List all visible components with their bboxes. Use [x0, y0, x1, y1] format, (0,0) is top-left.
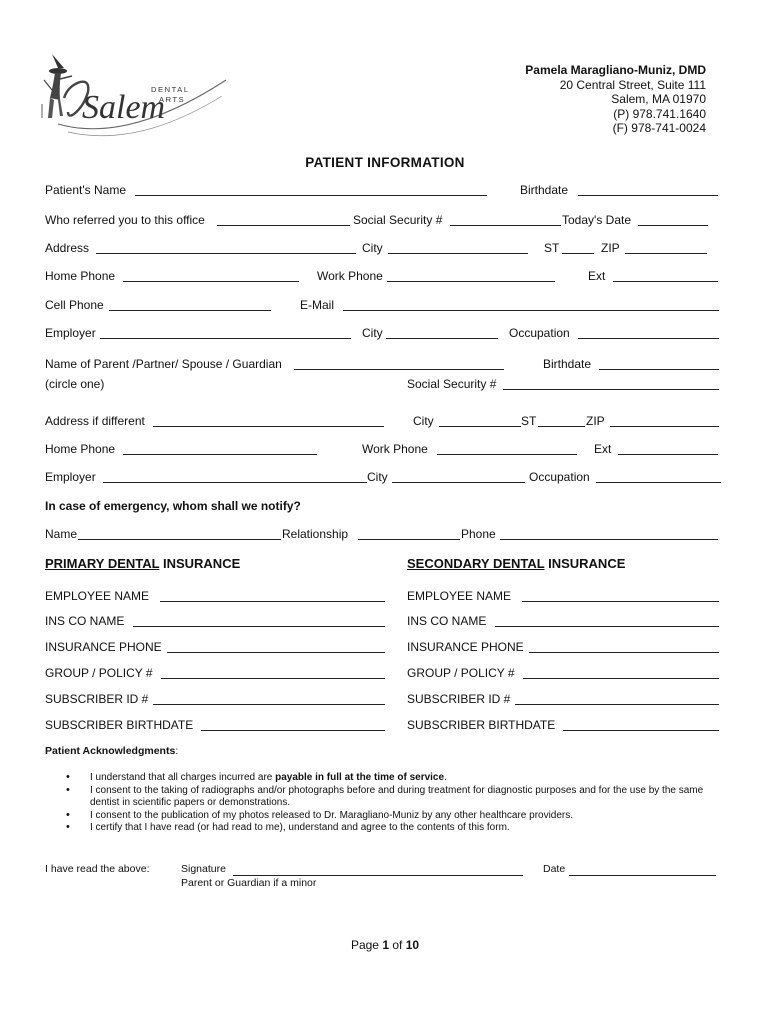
employer-field[interactable] — [100, 338, 351, 339]
logo-wordmark: Salem — [82, 89, 166, 126]
primary-ins-co-label: INS CO NAME — [45, 614, 125, 628]
primary-subscriber-birthdate-field[interactable] — [201, 730, 385, 731]
ack-item1-post: . — [444, 772, 447, 783]
secondary-group-policy-row — [407, 666, 722, 682]
guardian-work-phone-label: Work Phone — [362, 442, 428, 456]
ack-item2: I consent to the taking of radiographs and/or photographs before and during treatment for diagnostic purposes and for the use by the same dentist in scientific papers or demonstrations. — [90, 784, 704, 809]
signature-label: Signature — [181, 863, 226, 875]
row-guardian-employer — [45, 470, 725, 486]
guardian-ext-label: Ext — [594, 442, 612, 456]
secondary-employee-name-field[interactable] — [522, 601, 719, 602]
acknowledgment-item — [66, 772, 728, 785]
logo-tag-dental: DENTAL — [151, 85, 190, 94]
cell-phone-label: Cell Phone — [45, 298, 104, 312]
primary-ins-phone-label: INSURANCE PHONE — [45, 640, 162, 654]
primary-group-policy-label: GROUP / POLICY # — [45, 666, 153, 680]
primary-subscriber-id-row — [45, 692, 390, 708]
guardian-address-label: Address if different — [45, 414, 145, 428]
secondary-ins-phone-field[interactable] — [529, 652, 719, 653]
acknowledgment-item — [66, 810, 728, 823]
referred-field[interactable] — [217, 225, 350, 226]
secondary-subscriber-birthdate-label: SUBSCRIBER BIRTHDATE — [407, 718, 556, 732]
relationship-field[interactable] — [358, 539, 460, 540]
ack-item4: I certify that I have read (or had read to me), understand and agree to the contents of this form. — [90, 822, 510, 834]
secondary-ins-co-field[interactable] — [495, 626, 719, 627]
practice-contact-block — [525, 63, 706, 136]
employer-label: Employer — [45, 326, 96, 340]
row-employer — [45, 326, 725, 342]
guardian-home-phone-label: Home Phone — [45, 442, 116, 456]
primary-ins-phone-field[interactable] — [167, 652, 385, 653]
of-word: of — [392, 938, 403, 952]
work-phone-label: Work Phone — [317, 269, 383, 283]
employer-city-label: City — [362, 326, 383, 340]
st-label: ST — [544, 241, 560, 255]
guardian-work-phone-field[interactable] — [437, 454, 577, 455]
guardian-name-label: Name of Parent /Partner/ Spouse / Guardian — [45, 357, 282, 371]
secondary-subscriber-birthdate-field[interactable] — [563, 730, 719, 731]
salem-dental-arts-logo — [38, 46, 228, 146]
primary-ins-co-field[interactable] — [133, 626, 385, 627]
signature-field[interactable] — [233, 875, 523, 876]
ack-item3: I consent to the publication of my photos released to Dr. Maragliano-Muniz by any other healthcare providers. — [90, 809, 574, 821]
guardian-ext-field[interactable] — [618, 454, 718, 455]
todays-date-field[interactable] — [638, 225, 708, 226]
secondary-ins-phone-label: INSURANCE PHONE — [407, 640, 524, 654]
guardian-city-label: City — [413, 414, 434, 428]
home-phone-label: Home Phone — [45, 269, 116, 283]
guardian-ssn-field[interactable] — [503, 389, 719, 390]
primary-group-policy-field[interactable] — [161, 678, 385, 679]
primary-employee-name-row — [45, 589, 390, 605]
guardian-occupation-field[interactable] — [596, 482, 721, 483]
zip-label: ZIP — [601, 241, 620, 255]
ext-field[interactable] — [613, 281, 718, 282]
secondary-insurance-heading — [407, 556, 625, 571]
row-guardian-ssn — [45, 377, 725, 393]
primary-ins-co-row — [45, 614, 390, 630]
secondary-ins-co-label: INS CO NAME — [407, 614, 487, 628]
primary-subscriber-id-label: SUBSCRIBER ID # — [45, 692, 149, 706]
cell-phone-field[interactable] — [109, 310, 271, 311]
secondary-ins-co-row — [407, 614, 722, 630]
primary-heading-rest: INSURANCE — [159, 556, 241, 571]
emergency-heading: In case of emergency, whom shall we notify? — [45, 499, 301, 513]
doctor-name: Pamela Maragliano-Muniz, DMD — [525, 63, 706, 77]
guardian-city-field[interactable] — [439, 426, 521, 427]
ssn-label: Social Security # — [353, 213, 443, 227]
secondary-heading-underlined: SECONDARY DENTAL — [407, 556, 545, 571]
guardian-note: Parent or Guardian if a minor — [181, 877, 317, 889]
acknowledgments-title-text: Patient Acknowledgments — [45, 745, 176, 757]
secondary-subscriber-id-label: SUBSCRIBER ID # — [407, 692, 511, 706]
primary-ins-phone-row — [45, 640, 390, 656]
guardian-city2-label: City — [367, 470, 388, 484]
ext-label: Ext — [588, 269, 606, 283]
primary-insurance-heading — [45, 556, 240, 571]
address-field[interactable] — [96, 253, 356, 254]
guardian-employer-field[interactable] — [103, 482, 367, 483]
row-patient-name — [45, 183, 725, 199]
secondary-subscriber-id-field[interactable] — [515, 704, 719, 705]
zip-field[interactable] — [625, 253, 707, 254]
guardian-occupation-label: Occupation — [529, 470, 590, 484]
practice-phone: (P) 978.741.1640 — [613, 106, 706, 121]
acknowledgments-title-colon: : — [175, 745, 179, 757]
st-field[interactable] — [562, 253, 594, 254]
ack-item1-pre: I understand that all charges incurred are — [90, 772, 276, 783]
form-title: PATIENT INFORMATION — [305, 155, 465, 170]
guardian-zip-label: ZIP — [586, 414, 605, 428]
guardian-birthdate-field[interactable] — [599, 369, 719, 370]
primary-employee-name-field[interactable] — [160, 601, 385, 602]
ssn-field[interactable] — [450, 225, 561, 226]
guardian-name-field[interactable] — [294, 369, 504, 370]
city-label: City — [362, 241, 383, 255]
guardian-st-label: ST — [521, 414, 537, 428]
secondary-group-policy-label: GROUP / POLICY # — [407, 666, 515, 680]
secondary-employee-name-label: EMPLOYEE NAME — [407, 589, 512, 603]
signature-date-field[interactable] — [569, 875, 716, 876]
row-guardian-phones — [45, 442, 725, 458]
city-field[interactable] — [388, 253, 528, 254]
secondary-subscriber-id-row — [407, 692, 722, 708]
patient-name-label: Patient's Name — [45, 183, 126, 197]
signature-date-label: Date — [543, 863, 566, 875]
guardian-st-field[interactable] — [538, 426, 585, 427]
todays-date-label: Today's Date — [562, 213, 631, 227]
occupation-field[interactable] — [578, 338, 719, 339]
guardian-birthdate-label: Birthdate — [543, 357, 592, 371]
acknowledgments-list — [66, 772, 728, 835]
read-above-label: I have read the above: — [45, 863, 150, 875]
page-word: Page — [350, 938, 379, 952]
logo-tag-arts: ARTS — [159, 95, 186, 104]
guardian-city2-field[interactable] — [392, 482, 525, 483]
page-number: 1 — [382, 938, 389, 952]
email-label: E-Mail — [300, 298, 335, 312]
secondary-group-policy-field[interactable] — [523, 678, 719, 679]
secondary-heading-rest: INSURANCE — [544, 556, 626, 571]
home-phone-field[interactable] — [123, 281, 299, 282]
birthdate-label: Birthdate — [520, 183, 569, 197]
row-guardian-name — [45, 357, 725, 373]
guardian-address-field[interactable] — [153, 426, 384, 427]
row-referred — [45, 213, 725, 229]
row-cell-email — [45, 298, 725, 314]
relationship-label: Relationship — [282, 527, 349, 541]
witch-silhouette-icon — [42, 54, 72, 118]
practice-street: 20 Central Street, Suite 111 — [559, 77, 706, 92]
emergency-name-label: Name — [45, 527, 78, 541]
page-total: 10 — [405, 938, 420, 952]
primary-subscriber-birthdate-row — [45, 718, 390, 734]
guardian-home-phone-field[interactable] — [123, 454, 317, 455]
occupation-label: Occupation — [509, 326, 570, 340]
row-emergency — [45, 527, 725, 543]
bullet-icon: • — [66, 771, 70, 783]
primary-heading-underlined: PRIMARY DENTAL — [45, 556, 160, 571]
acknowledgments-title — [45, 745, 178, 757]
guardian-zip-field[interactable] — [610, 426, 719, 427]
practice-city: Salem, MA 01970 — [611, 92, 706, 106]
circle-one-note: (circle one) — [45, 377, 105, 391]
page-indicator — [0, 938, 770, 952]
primary-subscriber-id-field[interactable] — [153, 704, 385, 705]
secondary-employee-name-row — [407, 589, 722, 605]
row-guardian-address — [45, 414, 725, 430]
birthdate-field[interactable] — [578, 195, 718, 196]
address-label: Address — [45, 241, 90, 255]
employer-city-field[interactable] — [386, 338, 498, 339]
acknowledgment-item — [66, 822, 728, 835]
bullet-icon: • — [66, 808, 70, 821]
emergency-phone-field[interactable] — [500, 539, 718, 540]
emergency-phone-label: Phone — [461, 527, 496, 541]
referred-label: Who referred you to this office — [45, 213, 205, 227]
row-phones — [45, 269, 725, 285]
primary-employee-name-label: EMPLOYEE NAME — [45, 589, 150, 603]
work-phone-field[interactable] — [387, 281, 555, 282]
bullet-icon: • — [66, 821, 70, 834]
patient-name-field[interactable] — [135, 195, 487, 196]
practice-fax: (F) 978-741-0024 — [612, 121, 706, 135]
secondary-ins-phone-row — [407, 640, 722, 656]
guardian-employer-label: Employer — [45, 470, 96, 484]
bullet-icon: • — [66, 783, 70, 796]
emergency-name-field[interactable] — [78, 539, 281, 540]
primary-group-policy-row — [45, 666, 390, 682]
guardian-ssn-label: Social Security # — [407, 377, 497, 391]
row-address — [45, 241, 725, 257]
secondary-subscriber-birthdate-row — [407, 718, 722, 734]
primary-subscriber-birthdate-label: SUBSCRIBER BIRTHDATE — [45, 718, 194, 732]
acknowledgment-item — [66, 785, 728, 810]
email-field[interactable] — [343, 310, 719, 311]
ack-item1-bold: payable in full at the time of service — [275, 772, 445, 783]
